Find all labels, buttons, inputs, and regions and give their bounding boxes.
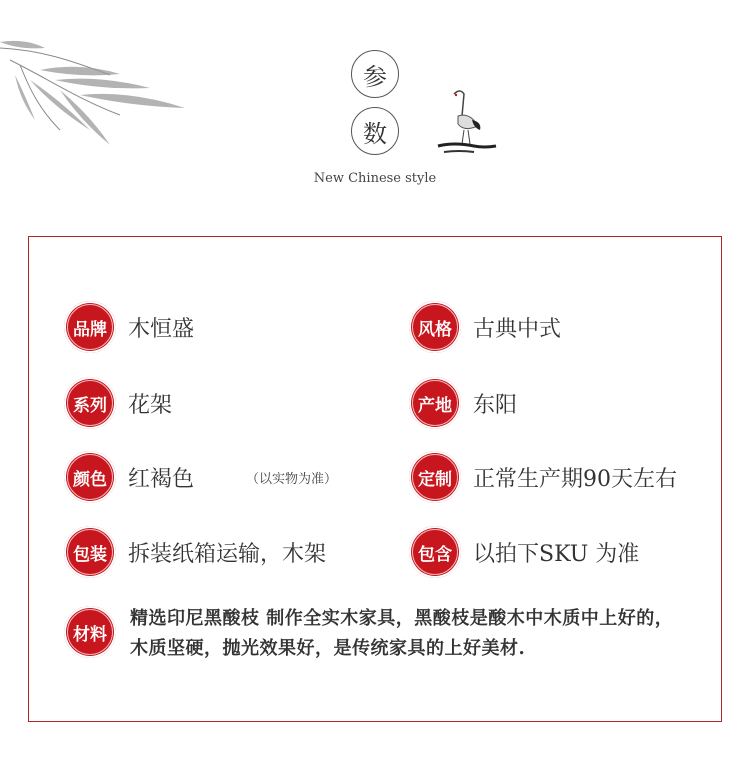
crane-icon [434,86,498,158]
param-value: 古典中式 [473,316,562,342]
param-value: 正常生产期90天左右 [473,466,677,492]
param-badge: 品牌 [64,301,116,353]
material-description: 精选印尼黑酸枝 制作全实木家具，黑酸枝是酸木中木质中上好的，木质坚硬，抛光效果好，是传统家具的上好美材. [130,608,674,659]
param-row [64,451,337,503]
param-badge: 定制 [409,451,461,503]
param-value: 拆装纸箱运输，木架 [128,541,327,567]
param-row [409,301,561,353]
subtitle: New Chinese style [313,171,437,186]
param-row [64,377,172,429]
title-char-circle: 参 [351,50,399,98]
param-badge: 材料 [64,606,116,658]
param-value: 东阳 [473,392,518,418]
param-badge: 风格 [409,301,461,353]
param-row [64,526,326,578]
param-row [64,606,116,658]
param-row [409,377,517,429]
param-badge: 产地 [409,377,461,429]
param-value: 红褐色 [128,466,195,492]
param-value: 木恒盛 [128,316,195,342]
param-row [409,526,639,578]
param-badge: 包装 [64,526,116,578]
param-badge: 颜色 [64,451,116,503]
param-row [409,451,677,503]
param-row [64,301,194,353]
param-value: 花架 [128,392,173,418]
param-badge: 系列 [64,377,116,429]
bamboo-leaves-icon [0,20,200,150]
title-char-circle: 数 [351,107,399,155]
param-note: （以实物为准） [246,471,338,487]
param-badge: 包含 [409,526,461,578]
param-value: 以拍下SKU 为准 [473,541,640,567]
